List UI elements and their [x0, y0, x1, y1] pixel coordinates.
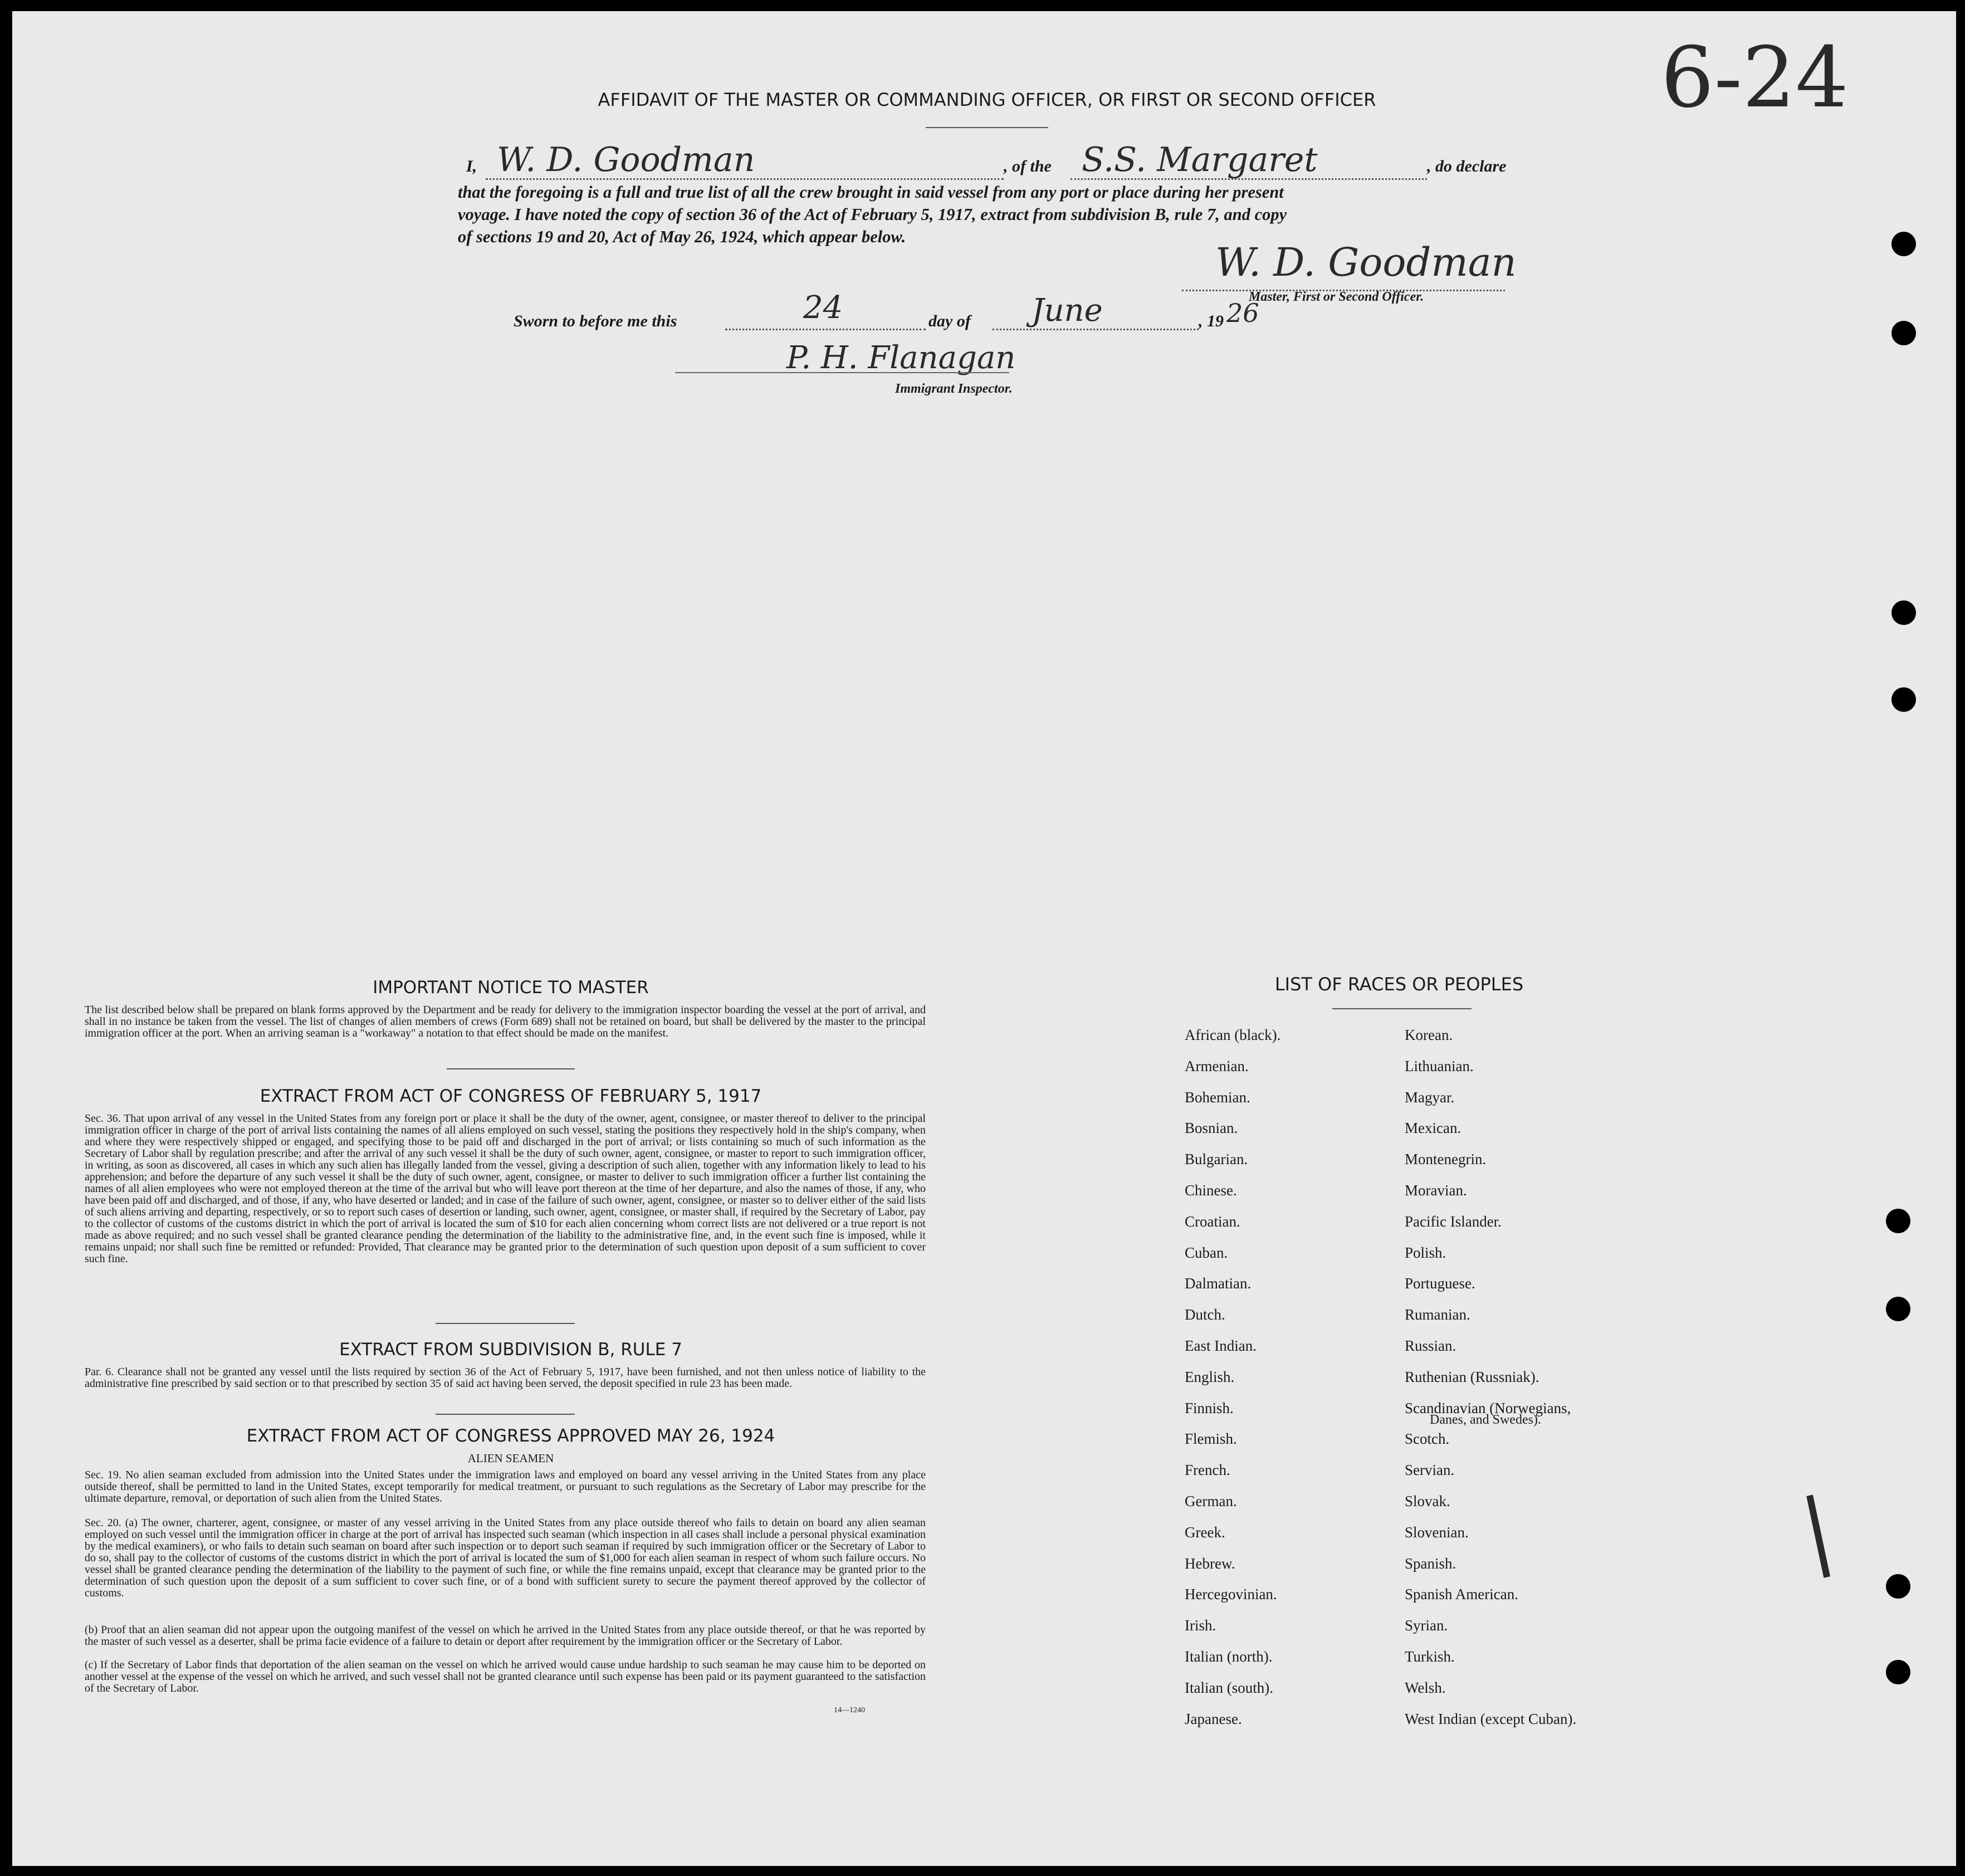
race-item: Welsh.: [1405, 1679, 1446, 1696]
binder-hole: [1886, 1209, 1910, 1233]
extract-1917-body: Sec. 36. That upon arrival of any vessel in the United States from any foreign port or place it shall be the duty of the owner, agent, consignee, or master thereof to deliver to the principal immigration officer in charge of the port of arrival lists containing the names of all aliens employed on such vessel, stating the positions they respectively hold in the ship's company, when and where they were respectively shipped or engaged, and specifying those to be paid off and discharged in the port of arrival; or lists containing so much of such information as the Secretary of Labor shall by regulation prescribe; and after the arrival of any such vessel it shall be the duty of such owner, agent, consignee, or master to report to such immigration officer, in writing, as soon as discovered, all cases in which any such alien has illegally landed from the vessel, giving a description of such alien, together with any information likely to lead to his apprehension; and before the departure of any such vessel it shall be the duty of such owner, agent, consignee, or master to deliver to such immigration officer a further list containing the names of all alien employees who were not employed thereon at the time of the arrival but who will leave port thereon at the time of her departure, and also the names of those, if any, who have been paid off and discharged, and of those, if any, who have deserted or landed; and in case of the failure of such owner, agent, consignee, or master so to deliver either of the said lists of such aliens arriving and departing, respectively, or so to report such cases of desertion or landing, such owner, agent, consignee, or master shall, if required by the Secretary of Labor, pay to the collector of customs of the customs district in which the port of arrival is located the sum of $10 for each alien concerning whom correct lists are not delivered or a true report is not made as above required; and no such vessel shall be granted clearance pending the determination of the liability to the administrative fine, and, in the event such fine is imposed, while it remains unpaid; nor shall such fine be remitted or refunded: Provided, That clearance may be granted prior to the determination of such question upon deposit of a sum sufficient to cover such fine.: [85, 1112, 926, 1265]
race-item: Croatian.: [1185, 1213, 1240, 1230]
sworn-month: June: [1032, 292, 1103, 329]
do-declare-label: , do declare: [1427, 157, 1507, 175]
race-item: East Indian.: [1185, 1337, 1257, 1354]
sworn-year: 26: [1226, 298, 1259, 328]
race-item: Bosnian.: [1185, 1120, 1238, 1137]
document-page: [12, 11, 1956, 1866]
race-item: French.: [1185, 1462, 1230, 1479]
race-item: German.: [1185, 1493, 1237, 1509]
extract-1917-title: EXTRACT FROM ACT OF CONGRESS OF FEBRUARY 5, 1917: [260, 1086, 762, 1106]
extract-1924-title: EXTRACT FROM ACT OF CONGRESS APPROVED MAY 26, 1924: [246, 1426, 775, 1446]
race-item: West Indian (except Cuban).: [1405, 1710, 1577, 1727]
binder-hole: [1891, 232, 1916, 256]
inspector-signature: P. H. Flanagan: [786, 340, 1016, 376]
race-item: English.: [1185, 1368, 1235, 1385]
notice-body: The list described below shall be prepared on blank forms approved by the Department and be ready for delivery to the immigration inspector boarding the vessel at the port of arrival, and shall in no instance be taken from the vessel. The list of changes of alien members of crews (Form 689) shall not be retained on board, but shall be delivered by the master to the principal immigration officer at the port. When an arriving seaman is a "workaway" a notation to that effect should be made on the manifest.: [85, 1004, 926, 1039]
race-item: Spanish American.: [1405, 1586, 1518, 1603]
race-item: Hercegovinian.: [1185, 1586, 1277, 1603]
extract-1924-sec20a: Sec. 20. (a) The owner, charterer, agent, consignee, or master of any vessel arriving in the United States from any place outside thereof who fails to detain on board any alien seaman employed on such vessel until the immigration officer in charge at the port of arrival has inspected such seaman (which inspection in all cases shall include a personal physical examination by the medical examiners), or who fails to detain such seaman on board after such inspection or to deport such seaman if required by such immigration officer or the Secretary of Labor to do so, shall pay to the collector of customs of the customs district in which the port of arrival is located the sum of $1,000 for each alien seaman in respect of whom such failure occurs. No vessel shall be granted clearance pending the determination of the liability to the payment of such fine, or while the fine remains unpaid, except that clearance may be granted prior to the determination of such question upon the deposit of a sum sufficient to cover such fine, or of a bond with sufficient surety to secure the payment thereof approved by the collector of customs.: [85, 1517, 926, 1599]
master-caption: Master, First or Second Officer.: [1249, 290, 1424, 304]
extract-1924-sec20b: (b) Proof that an alien seaman did not appear upon the outgoing manifest of the vessel on which he arrived in the United States from any place outside thereof, or that he was reported by the master of such vessel as a deserter, shall be prima facie evidence of a failure to detain or deport after requirement by the immigration officer or the Secretary of Labor.: [85, 1624, 926, 1648]
race-item: Magyar.: [1405, 1088, 1455, 1106]
vessel-name: S.S. Margaret: [1082, 140, 1318, 179]
binder-hole: [1886, 1297, 1910, 1321]
binder-hole: [1891, 321, 1916, 345]
race-scandinavian-continued: Danes, and Swedes).: [1430, 1413, 1541, 1427]
race-item: Moravian.: [1405, 1182, 1467, 1199]
race-item: Ruthenian (Russniak).: [1405, 1368, 1539, 1385]
affidavit-line-3: voyage. I have noted the copy of section 36 of the Act of February 5, 1917, extract from subdivision B, rule 7, and copy: [458, 205, 1287, 224]
rule7-title: EXTRACT FROM SUBDIVISION B, RULE 7: [339, 1340, 682, 1360]
inspector-caption: Immigrant Inspector.: [895, 382, 1013, 396]
notice-title: IMPORTANT NOTICE TO MASTER: [373, 978, 649, 998]
races-divider: [1332, 1008, 1472, 1009]
race-item: Cuban.: [1185, 1244, 1228, 1261]
race-item: Dalmatian.: [1185, 1275, 1252, 1292]
rule7-divider: [436, 1414, 575, 1415]
race-item: Scotch.: [1405, 1430, 1450, 1448]
affidavit-title: AFFIDAVIT OF THE MASTER OR COMMANDING OFFICER, OR FIRST OR SECOND OFFICER: [598, 89, 1376, 110]
race-item: Lithuanian.: [1405, 1057, 1474, 1074]
race-item: Servian.: [1405, 1462, 1455, 1479]
race-item: Italian (south).: [1185, 1679, 1273, 1696]
affidavit-line-4: of sections 19 and 20, Act of May 26, 1924, which appear below.: [458, 227, 906, 246]
race-item: African (black).: [1185, 1027, 1281, 1043]
rule7-body: Par. 6. Clearance shall not be granted any vessel until the lists required by section 36 of the Act of February 5, 1917, have been furnished, and not then unless notice of liability to the administrative fine prescribed by said section or to that prescribed by section 35 of said act having been served, the deposit specified in rule 23 has been made.: [85, 1366, 926, 1390]
race-item: Slovak.: [1405, 1493, 1450, 1509]
race-item: Turkish.: [1405, 1648, 1455, 1665]
race-item: Flemish.: [1185, 1430, 1237, 1448]
extract-1917-divider: [436, 1323, 575, 1324]
officer-name-line: [486, 178, 1004, 180]
sworn-label: Sworn to before me this: [514, 312, 677, 330]
form-number: 14—1240: [834, 1706, 865, 1714]
i-label: I,: [466, 157, 477, 175]
binder-hole: [1891, 687, 1916, 712]
officer-name: W. D. Goodman: [497, 140, 755, 179]
binder-hole: [1891, 600, 1916, 625]
corner-note: 6-24: [1661, 30, 1849, 126]
race-item: Slovenian.: [1405, 1523, 1469, 1541]
vessel-name-line: [1071, 178, 1427, 180]
extract-1924-sec20c: (c) If the Secretary of Labor finds that deportation of the alien seaman on the vessel on which he arrived would cause undue hardship to such seaman he may cause him to be deported on another vessel at the expense of the vessel on which he arrived, and such vessel shall not be granted clearance until such expense has been paid or its payment guaranteed to the satisfaction of the Secretary of Labor.: [85, 1659, 926, 1694]
inspector-line: [675, 372, 1009, 373]
affidavit-line-2: that the foregoing is a full and true list of all the crew brought in said vessel from any port or place during her present: [458, 183, 1284, 202]
race-item: Montenegrin.: [1405, 1151, 1487, 1168]
race-item: Bohemian.: [1185, 1088, 1250, 1106]
race-item: Mexican.: [1405, 1120, 1461, 1137]
races-title: LIST OF RACES OR PEOPLES: [1274, 974, 1524, 995]
race-item: Pacific Islander.: [1405, 1213, 1502, 1230]
binder-hole: [1886, 1660, 1910, 1684]
master-signature: W. D. Goodman: [1215, 240, 1517, 285]
race-item: Scandinavian (Norwegians,: [1405, 1399, 1571, 1416]
race-item: Hebrew.: [1185, 1555, 1235, 1572]
extract-1924-subtitle: ALIEN SEAMEN: [467, 1452, 554, 1465]
sworn-day: 24: [803, 290, 843, 326]
month-line: [993, 329, 1199, 330]
race-item: Bulgarian.: [1185, 1151, 1248, 1168]
race-item: Italian (north).: [1185, 1648, 1273, 1665]
race-item: Rumanian.: [1405, 1306, 1470, 1323]
race-item: Greek.: [1185, 1523, 1225, 1541]
notice-divider: [447, 1068, 575, 1069]
race-item: Russian.: [1405, 1337, 1456, 1354]
binder-hole: [1886, 1574, 1910, 1599]
race-item: Irish.: [1185, 1617, 1216, 1634]
day-of-label: day of: [928, 312, 971, 330]
race-item: Polish.: [1405, 1244, 1446, 1261]
race-item: Chinese.: [1185, 1182, 1237, 1199]
title-divider: [926, 127, 1048, 128]
margin-mark: |: [1793, 1479, 1841, 1581]
race-item: Syrian.: [1405, 1617, 1448, 1634]
race-item: Spanish.: [1405, 1555, 1456, 1572]
race-item: Finnish.: [1185, 1399, 1234, 1416]
race-item: Korean.: [1405, 1027, 1453, 1043]
race-item: Japanese.: [1185, 1710, 1242, 1727]
race-item: Portuguese.: [1405, 1275, 1475, 1292]
of-the-label: , of the: [1004, 157, 1052, 175]
year-prefix: , 19: [1199, 312, 1224, 330]
extract-1924-sec19: Sec. 19. No alien seaman excluded from admission into the United States under the immigration laws and employed on board any vessel arriving in the United States from any place outside thereof, shall be permitted to land in the United States, except temporarily for medical treatment, or pursuant to such regulations as the Secretary of Labor may prescribe for the ultimate departure, removal, or deportation of such alien from the United States.: [85, 1469, 926, 1504]
race-item: Dutch.: [1185, 1306, 1225, 1323]
race-item: Armenian.: [1185, 1057, 1249, 1074]
day-line: [725, 329, 926, 330]
